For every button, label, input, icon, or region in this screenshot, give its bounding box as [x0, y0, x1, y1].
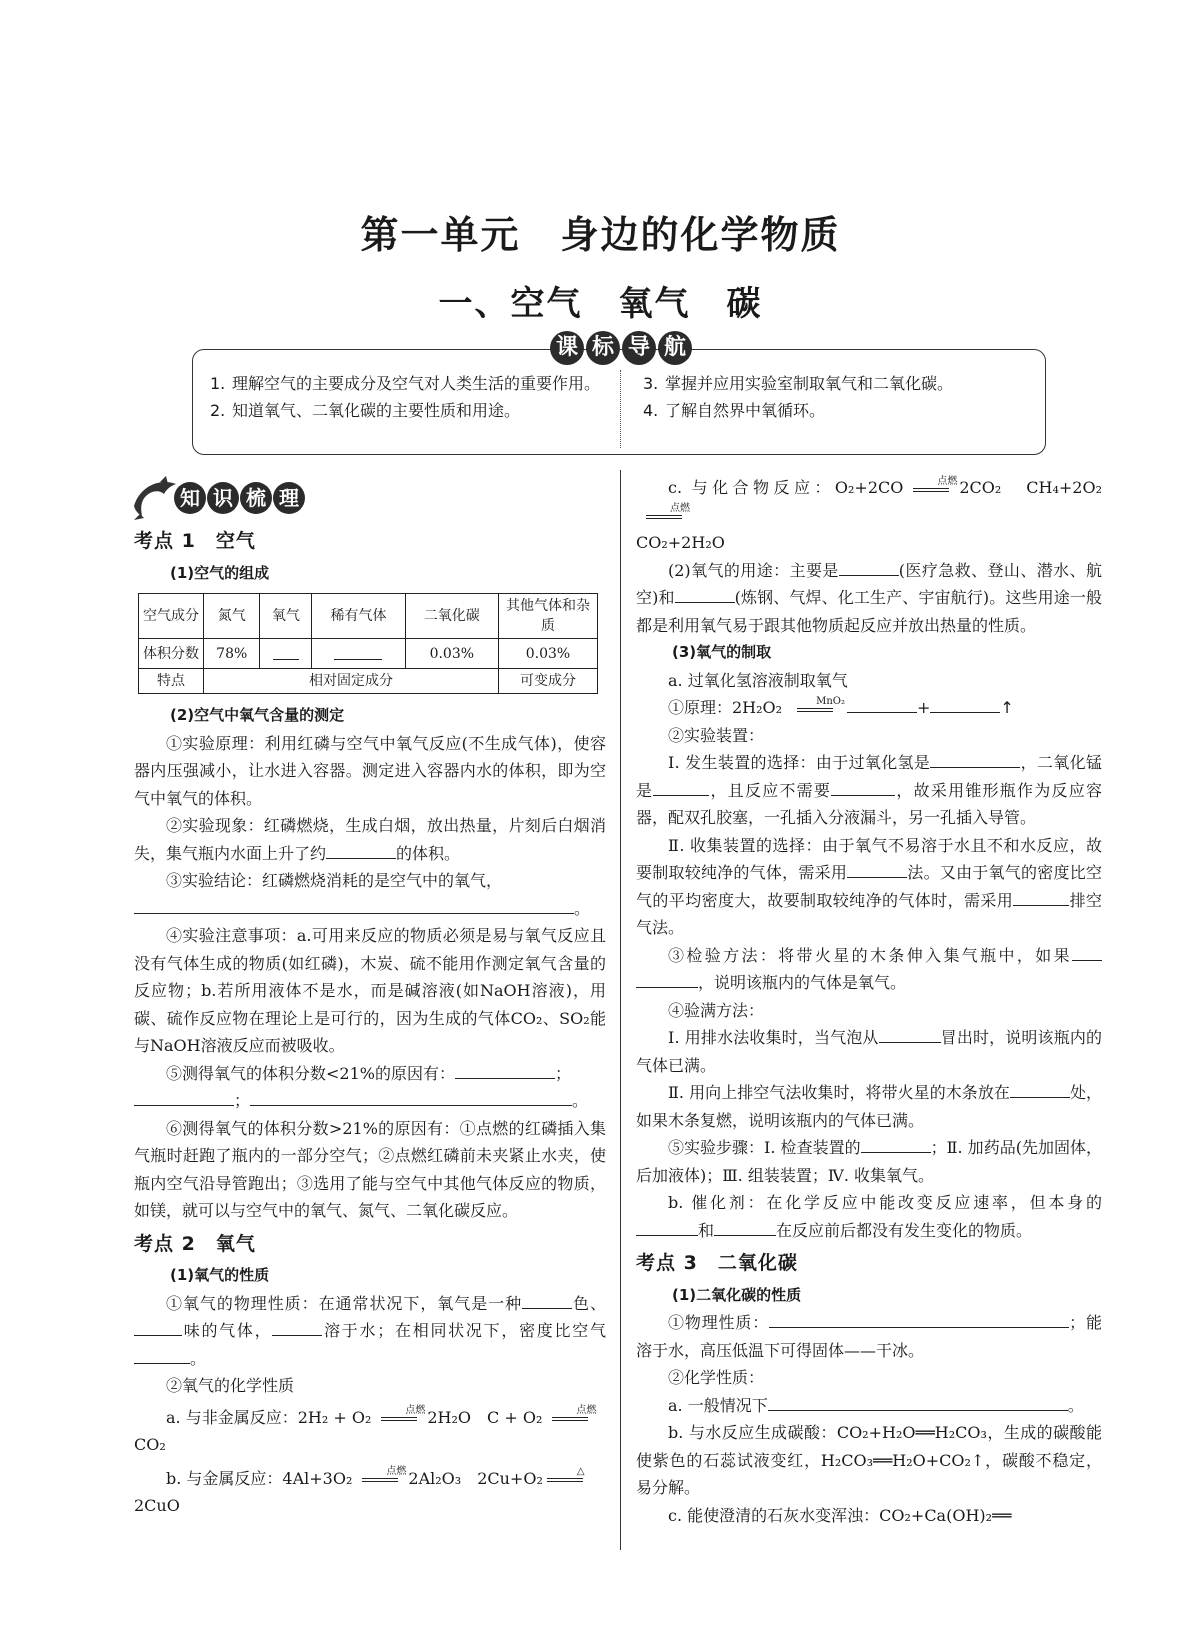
answer-blank[interactable]	[714, 1217, 776, 1236]
text: 法。又由于氧气的密度比空气的平均密度大，故要制取较纯净的气体时，需采用	[636, 863, 1102, 910]
text: 处，如果木条复燃，说明该瓶内的气体已满。	[636, 1083, 1102, 1130]
text: 味的气体，	[182, 1321, 273, 1340]
subheading: (3)氧气的制取	[672, 643, 772, 661]
text: Ⅰ. 用排水法收集时，当气泡从	[668, 1028, 879, 1047]
paragraph	[636, 749, 1102, 832]
equals-bar	[913, 488, 949, 492]
paragraph: 。	[134, 895, 606, 923]
table-row	[139, 639, 598, 669]
paragraph: ⑥测得氧气的体积分数>21%的原因有：①点燃的红磷插入集气瓶时赶跑了瓶内的一部分空气；②点燃红磷前未夹紧止水夹，使瓶内空气沿导管跑出；③选用了能与空气中其他气体反应的物质，如镁，就可以与空气中的氧气、氮气、二氧化碳反应。	[134, 1118, 606, 1220]
equals-bar	[552, 1417, 588, 1421]
answer-blank[interactable]	[879, 1024, 941, 1043]
objective-text: 知道氧气、二氧化碳的主要性质和用途。	[232, 401, 521, 420]
objectives-right	[643, 370, 1033, 424]
section-title: 一、空气 氧气 碳	[438, 284, 763, 324]
answer-blank[interactable]	[1010, 1079, 1070, 1098]
objective-number: 1.	[210, 374, 226, 393]
text: 2H₂O C + O₂	[427, 1407, 543, 1427]
answer-blank[interactable]	[134, 1317, 182, 1336]
reaction-sign	[638, 503, 690, 529]
text: Ⅱ. 收集装置的选择：由于氧气不易溶于水且不和水反应，故要制取较纯净的气体，需采用	[636, 835, 1102, 882]
table-header: 其他气体和杂质	[499, 594, 598, 639]
paragraph	[636, 942, 1102, 997]
paragraph	[636, 1189, 1102, 1244]
subheading: (2)空气中氧气含量的测定	[170, 706, 345, 724]
text: Ⅱ. 用向上排空气法收集时，将带火星的木条放在	[668, 1083, 1010, 1102]
subheading: (1)二氧化碳的性质	[672, 1285, 802, 1304]
table-cell: 78%	[204, 639, 260, 669]
answer-blank[interactable]	[636, 1217, 698, 1236]
objectives-badge	[550, 331, 692, 367]
right-column	[636, 474, 1102, 1529]
text: Ⅰ. 发生装置的选择：由于过氧化氢是	[668, 753, 931, 772]
text: ，说明该瓶内的气体是氧气。	[698, 973, 907, 992]
text: 色、	[572, 1293, 606, 1313]
badge-char: 梳	[240, 482, 272, 514]
equation-line	[636, 474, 1102, 529]
reaction-sign	[905, 476, 957, 502]
text: 在反应前后都没有发生变化的物质。	[776, 1220, 1033, 1240]
equals-bar	[646, 515, 682, 519]
objectives-left	[210, 370, 615, 424]
text: 2Al₂O₃ 2Cu+O₂	[408, 1468, 543, 1488]
text: ；能溶于水，高压低温下可得固体——干冰。	[636, 1313, 1102, 1360]
knowledge-badge	[174, 482, 305, 514]
reaction-sign	[354, 1466, 406, 1492]
text: 冒出时，说明该瓶内的气体已满。	[636, 1028, 1102, 1075]
condition: 点燃	[576, 1405, 597, 1416]
table-cell: 0.03%	[405, 639, 498, 669]
air-composition-table	[138, 593, 598, 694]
badge-char: 识	[207, 482, 239, 514]
table-row	[139, 669, 598, 694]
equation-line	[134, 1465, 606, 1493]
paragraph: ②实验装置：	[668, 725, 765, 745]
text: ①物理性质：	[668, 1313, 770, 1332]
text: ①氧气的物理性质：在通常状况下，氧气是一种	[166, 1293, 523, 1313]
table-cell: 特点	[139, 669, 204, 694]
objective-item	[210, 370, 615, 397]
objective-number: 4.	[643, 401, 659, 420]
answer-blank[interactable]	[675, 584, 735, 603]
table-header: 氧气	[260, 594, 312, 639]
text: (2)氧气的用途：主要是	[668, 560, 839, 580]
text: b. 与金属反应：4Al+3O₂	[166, 1468, 353, 1488]
unit-title: 第一单元 身边的化学物质	[360, 213, 841, 257]
answer-blank[interactable]	[273, 641, 299, 660]
reaction-sign	[784, 696, 845, 722]
reaction-sign	[545, 1466, 585, 1492]
condition: 点燃	[670, 503, 690, 514]
answer-blank[interactable]	[930, 694, 1000, 713]
table-cell	[312, 639, 405, 669]
paragraph: ②氧气的化学性质	[166, 1376, 295, 1395]
knowledge-header	[134, 474, 606, 522]
paragraph: ④验满方法：	[668, 1000, 765, 1020]
objective-item	[643, 370, 1033, 397]
objective-item	[643, 397, 1033, 424]
table-cell: 0.03%	[499, 639, 598, 669]
text: 的体积。	[396, 843, 461, 863]
subheading: (1)空气的组成	[170, 563, 270, 582]
answer-blank[interactable]	[134, 1345, 190, 1364]
objective-text: 掌握并应用实验室制取氧气和二氧化碳。	[665, 374, 954, 393]
answer-blank[interactable]	[455, 1060, 555, 1079]
subheading: (1)氧气的性质	[170, 1266, 270, 1284]
answer-blank[interactable]	[839, 557, 899, 576]
table-row	[139, 594, 598, 639]
table-header: 空气成分	[139, 594, 204, 639]
equals-bar	[381, 1417, 417, 1421]
table-cell: 可变成分	[499, 669, 598, 694]
equals-bar	[362, 1478, 398, 1482]
text: c. 与化合物反应：O₂+2CO	[668, 478, 904, 497]
table-header: 二氧化碳	[405, 594, 498, 639]
answer-blank[interactable]	[831, 777, 895, 796]
left-column	[134, 474, 606, 1520]
table-cell: 体积分数	[139, 639, 204, 669]
objective-text: 理解空气的主要成分及空气对人类生活的重要作用。	[232, 374, 601, 393]
paragraph	[636, 557, 1102, 640]
paragraph	[636, 1309, 1102, 1364]
table-header: 氮气	[204, 594, 260, 639]
paragraph	[134, 1290, 606, 1373]
badge-char: 知	[174, 482, 206, 514]
objectives-divider	[620, 370, 621, 448]
gas-arrow-icon: ↑	[1000, 698, 1014, 717]
condition: MnO₂	[816, 695, 845, 707]
answer-blank[interactable]	[326, 840, 396, 859]
condition: 点燃	[937, 475, 958, 487]
answer-blank[interactable]	[847, 694, 917, 713]
paragraph	[636, 1024, 1102, 1079]
answer-blank[interactable]	[1072, 942, 1102, 961]
reaction-sign	[544, 1405, 596, 1431]
table-header: 稀有气体	[312, 594, 405, 639]
paragraph	[636, 1079, 1102, 1134]
badge-char: 课	[550, 331, 584, 365]
column-divider	[620, 470, 621, 1550]
kaodian-3-title: 考点 3 二氧化碳	[636, 1252, 798, 1274]
text: ⑤测得氧气的体积分数<21%的原因有：	[166, 1063, 455, 1083]
objective-number: 3.	[643, 374, 659, 393]
condition: 点燃	[405, 1405, 426, 1416]
text: ，二氧化锰是	[636, 753, 1102, 800]
text: 2CO₂ CH₄+2O₂	[959, 478, 1102, 497]
paragraph	[636, 1134, 1102, 1189]
paragraph: c. 能使澄清的石灰水变浑浊：CO₂+Ca(OH)₂══	[668, 1505, 1012, 1525]
text: ，且反应不需要	[709, 780, 832, 800]
answer-blank[interactable]	[636, 969, 698, 988]
answer-blank[interactable]	[272, 1317, 322, 1336]
answer-blank[interactable]	[847, 859, 907, 878]
text: a. 与非金属反应：2H₂ + O₂	[166, 1407, 372, 1427]
text: ⑤实验步骤：Ⅰ. 检查装置的	[668, 1138, 861, 1157]
paragraph: CO₂	[134, 1435, 166, 1454]
paragraph: ④实验注意事项：a.可用来反应的物质必须是易与氧气反应且没有气体生成的物质(如红磷)，木炭、硫不能用作测定氧气含量的反应物；b.若所用液体不是水，而是碱溶液(如NaOH溶液)，用碳、硫作反应物在理论上是可行的，因为生成的气体CO₂、SO₂能与NaOH溶液反应而被吸收。	[134, 926, 606, 1055]
equals-bar	[547, 1478, 583, 1482]
reaction-sign	[373, 1405, 425, 1431]
text: ①原理：2H₂O₂	[668, 698, 783, 717]
answer-blank[interactable]	[769, 1309, 1069, 1328]
table-cell: 相对固定成分	[204, 669, 499, 694]
paragraph: ⑤测得氧气的体积分数<21%的原因有： ；	[134, 1060, 606, 1088]
badge-char: 航	[658, 331, 692, 365]
kaodian-1-title: 考点 1 空气	[134, 530, 256, 552]
condition: △	[576, 1466, 585, 1477]
text: 。	[190, 1348, 207, 1368]
kaodian-2-title: 考点 2 氧气	[134, 1232, 256, 1255]
paragraph: ②化学性质：	[668, 1368, 765, 1387]
answer-blank[interactable]	[930, 749, 1020, 768]
answer-blank[interactable]	[653, 777, 709, 796]
answer-blank[interactable]	[334, 641, 382, 660]
text: ；Ⅱ. 加药品(先加固体，后加液体)；Ⅲ. 组装装置；Ⅳ. 收集氧气。	[636, 1138, 1102, 1185]
text: 溶于水；在相同状况下，密度比空气	[322, 1321, 606, 1340]
answer-blank[interactable]	[250, 1087, 572, 1106]
text: +	[916, 698, 931, 717]
text: (医疗急救、登山、潜水、航空)和	[636, 560, 1102, 607]
answer-blank[interactable]	[522, 1290, 572, 1309]
text: ，故采用锥形瓶作为反应容器，配双孔胶塞，一孔插入分液漏斗，另一孔插入导管。	[636, 780, 1102, 827]
paragraph: a. 一般情况下 。	[636, 1392, 1102, 1420]
paragraph: CO₂+2H₂O	[636, 533, 725, 552]
paragraph	[134, 812, 606, 867]
objective-text: 了解自然界中氧循环。	[665, 401, 826, 420]
answer-blank[interactable]	[134, 895, 574, 914]
badge-char: 导	[622, 331, 656, 365]
text: (炼钢、气焊、化工生产、宇宙航行)。这些用途一般都是利用氧气易于跟其他物质起反应并放出热量的性质。	[636, 588, 1102, 635]
text: 和	[698, 1220, 715, 1240]
paragraph: ③实验结论：红磷燃烧消耗的是空气中的氧气，	[166, 871, 503, 890]
paragraph: a. 过氧化氢溶液制取氧气	[668, 670, 848, 690]
text: a. 一般情况下	[668, 1395, 768, 1415]
answer-blank[interactable]	[134, 1087, 234, 1106]
answer-blank[interactable]	[768, 1392, 1068, 1411]
equation-line	[636, 694, 1102, 722]
badge-char: 标	[586, 331, 620, 365]
objective-item	[210, 397, 615, 424]
answer-blank[interactable]	[1013, 887, 1069, 906]
objective-number: 2.	[210, 401, 226, 420]
text: b. 催化剂：在化学反应中能改变反应速率，但本身的	[668, 1193, 1102, 1212]
text: ③检验方法：将带火星的木条伸入集气瓶中，如果	[668, 945, 1072, 965]
paragraph: ①实验原理：利用红磷与空气中氧气反应(不生成气体)，使容器内压强减小，让水进入容器。测定进入容器内水的体积，即为空气中氧气的体积。	[134, 733, 606, 808]
answer-blank[interactable]	[861, 1134, 931, 1153]
table-cell	[260, 639, 312, 669]
paragraph: ； 。	[134, 1087, 606, 1115]
paragraph: b. 与水反应生成碳酸：CO₂+H₂O══H₂CO₃，生成的碳酸能使紫色的石蕊试液变红，H₂CO₃══H₂O+CO₂↑，碳酸不稳定，易分解。	[636, 1423, 1102, 1497]
badge-char: 理	[273, 482, 305, 514]
equation-line	[134, 1404, 606, 1432]
equals-bar	[797, 708, 833, 712]
text: 排空气法。	[636, 890, 1102, 937]
condition: 点燃	[386, 1466, 407, 1477]
paragraph	[636, 832, 1102, 942]
text: ②实验现象：红磷燃烧，生成白烟，放出热量，片刻后白烟消失，集气瓶内水面上升了约	[134, 816, 606, 863]
paragraph: 2CuO	[134, 1496, 180, 1515]
